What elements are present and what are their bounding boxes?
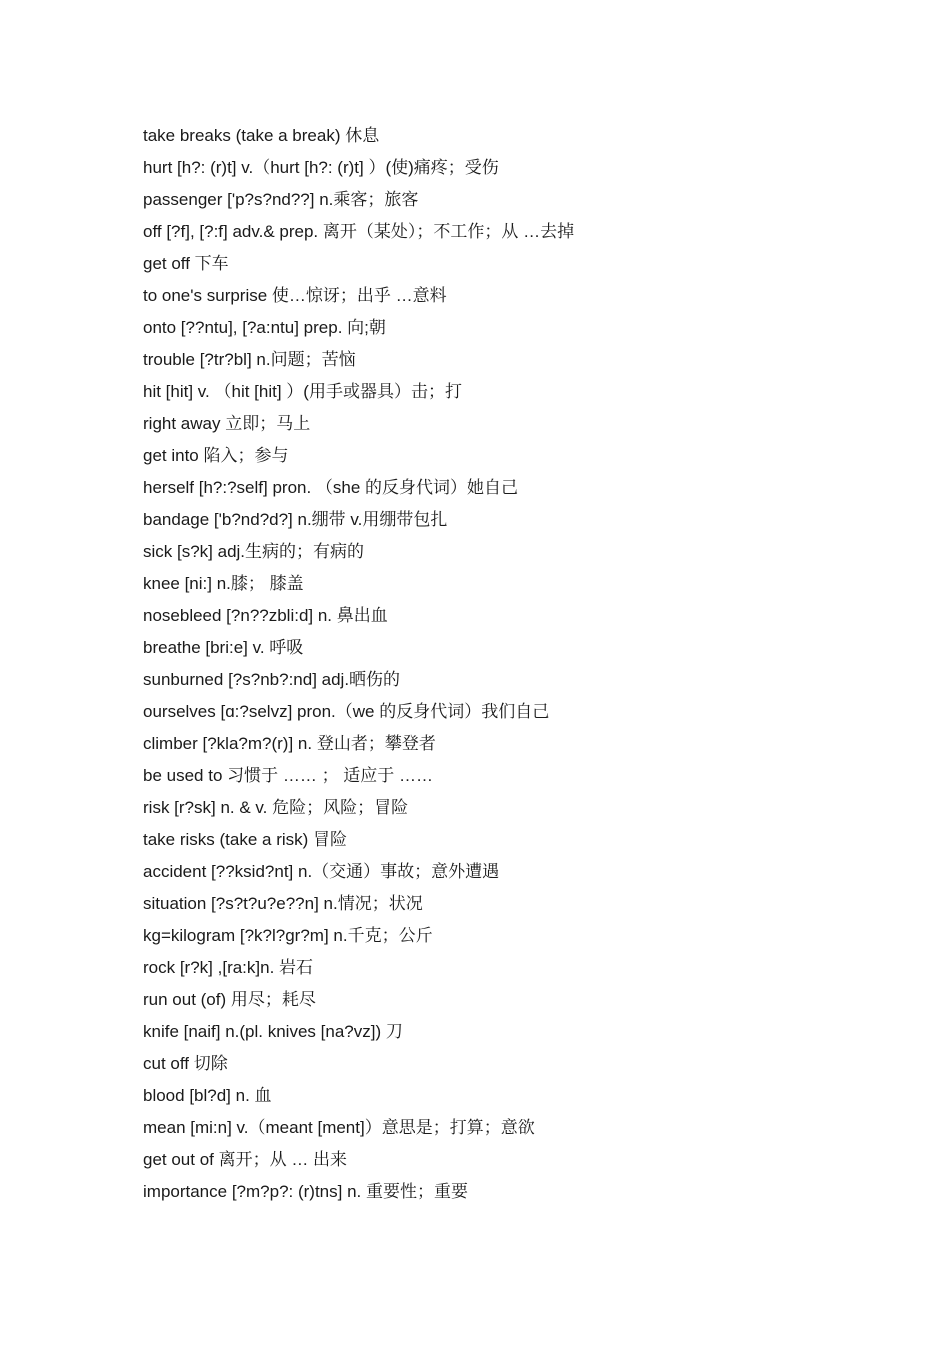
vocab-entry: bandage ['b?nd?d?] n.绷带 v.用绷带包扎 [143, 510, 448, 529]
vocab-entry: importance [?m?p?: (r)tns] n. 重要性；重要 [143, 1182, 468, 1201]
vocab-entry: get into 陷入；参与 [143, 446, 289, 465]
vocab-entry: blood [bl?d] n. 血 [143, 1086, 272, 1105]
vocab-entry: get off 下车 [143, 254, 229, 273]
vocab-entry: situation [?s?t?u?e??n] n.情况；状况 [143, 894, 423, 913]
vocab-entry: to one's surprise 使…惊讶；出乎 …意料 [143, 286, 447, 305]
vocab-entry: trouble [?tr?bl] n.问题；苦恼 [143, 350, 356, 369]
vocab-entry: nosebleed [?n??zbli:d] n. 鼻出血 [143, 606, 388, 625]
vocabulary-list [143, 122, 903, 1210]
vocab-entry: be used to 习惯于 …… ； 适应于 …… [143, 766, 434, 785]
vocab-entry: knife [naif] n.(pl. knives [na?vz]) 刀 [143, 1022, 403, 1041]
vocab-entry: ourselves [ɑ:?selvz] pron.（we 的反身代词）我们自己 [143, 702, 550, 721]
vocab-entry: hit [hit] v. （hit [hit] ）(用手或器具）击；打 [143, 382, 462, 401]
vocab-entry: take risks (take a risk) 冒险 [143, 830, 348, 849]
vocab-entry: sunburned [?s?nb?:nd] adj.晒伤的 [143, 670, 401, 689]
vocab-entry: accident [??ksid?nt] n.（交通）事故；意外遭遇 [143, 862, 500, 881]
vocab-entry: off [?f], [?:f] adv.& prep. 离开（某处）；不工作；从 …去掉 [143, 222, 575, 241]
vocab-entry: run out (of) 用尽；耗尽 [143, 990, 316, 1009]
vocab-entry: knee [ni:] n.膝； 膝盖 [143, 574, 304, 593]
vocab-entry: rock [r?k] ,[ra:k]n. 岩石 [143, 958, 314, 977]
vocab-entry: right away 立即；马上 [143, 414, 311, 433]
vocab-entry: hurt [h?: (r)t] v.（hurt [h?: (r)t] ）(使)痛疼；受伤 [143, 158, 499, 177]
vocab-entry: climber [?kla?m?(r)] n. 登山者；攀登者 [143, 734, 436, 753]
vocab-entry: kg=kilogram [?k?l?gr?m] n.千克；公斤 [143, 926, 433, 945]
vocab-entry: breathe [bri:e] v. 呼吸 [143, 638, 304, 657]
vocab-entry: risk [r?sk] n. & v. 危险；风险；冒险 [143, 798, 409, 817]
vocab-entry: mean [mi:n] v.（meant [ment]）意思是；打算；意欲 [143, 1118, 535, 1137]
vocab-entry: take breaks (take a break) 休息 [143, 126, 380, 145]
vocab-entry: cut off 切除 [143, 1054, 228, 1073]
vocab-entry: passenger ['p?s?nd??] n.乘客；旅客 [143, 190, 419, 209]
vocab-entry: get out of 离开；从 … 出来 [143, 1150, 348, 1169]
vocab-entry: herself [h?:?self] pron. （she 的反身代词）她自己 [143, 478, 519, 497]
vocab-entry: onto [??ntu], [?a:ntu] prep. 向;朝 [143, 318, 386, 337]
vocab-entry: sick [s?k] adj.生病的；有病的 [143, 542, 365, 561]
